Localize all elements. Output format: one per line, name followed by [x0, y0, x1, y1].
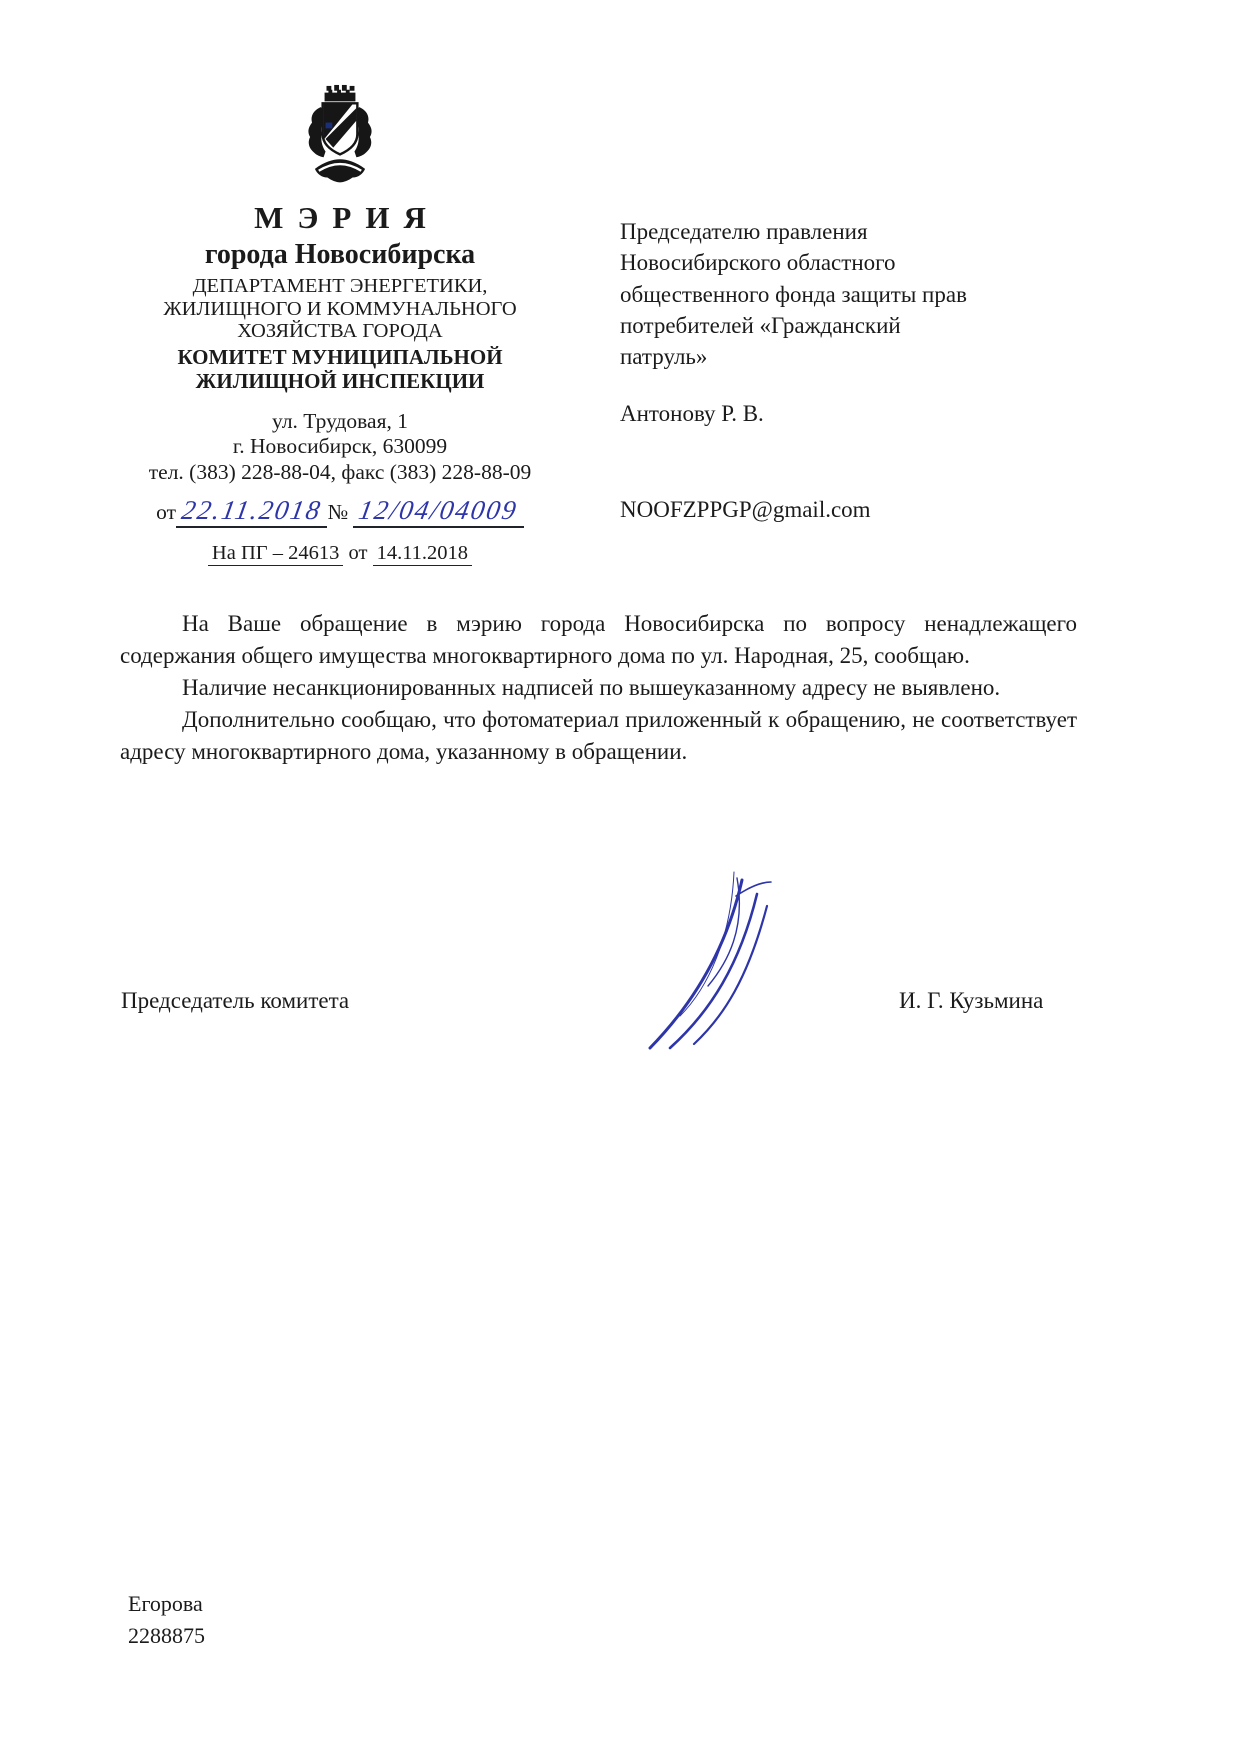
- executor-block: [128, 1588, 205, 1652]
- handwritten-signature: [636, 866, 796, 1051]
- department-line: ХОЗЯЙСТВА ГОРОДА: [237, 320, 443, 343]
- recipient-name: Антонову Р. В.: [620, 401, 764, 427]
- reply-ref: На ПГ – 24613: [208, 542, 343, 566]
- body-paragraph: Наличие несанкционированных надписей по вышеуказанному адресу не выявлено.: [182, 674, 1001, 700]
- address-city: г. Новосибирск, 630099: [232, 434, 448, 459]
- reply-ref-line: [100, 542, 580, 565]
- letterhead: [100, 84, 580, 565]
- recipient-line: Председателю правления: [620, 219, 868, 244]
- body-paragraph: Дополнительно сообщаю, что фотоматериал приложенный к обращению, не соответствует адресу многоквартирного дома, указанному в обращении.: [120, 706, 1077, 764]
- recipient-line: Новосибирского областного: [620, 250, 896, 276]
- department-block: [100, 275, 580, 343]
- executor-name: Егорова: [128, 1591, 203, 1616]
- department-line: ДЕПАРТАМЕНТ ЭНЕРГЕТИКИ,: [192, 275, 488, 297]
- reply-from-label: от: [348, 542, 368, 564]
- address-phone-fax: тел. (383) 228-88-04, факс (383) 228-88-09: [148, 459, 532, 484]
- address-street: ул. Трудовая, 1: [272, 408, 408, 433]
- committee-line: ЖИЛИЩНОЙ ИНСПЕКЦИИ: [195, 368, 485, 393]
- signer-name: И. Г. Кузьмина: [899, 988, 1044, 1013]
- address-block: [100, 409, 580, 485]
- org-city: города Новосибирска: [204, 239, 476, 270]
- department-line: ЖИЛИЩНОГО И КОММУНАЛЬНОГО: [163, 297, 517, 320]
- ref-date-handwritten: 22.11.2018: [179, 495, 325, 525]
- signer-title: Председатель комитета: [121, 988, 350, 1013]
- reply-date: 14.11.2018: [373, 542, 473, 566]
- committee-block: [100, 345, 580, 393]
- org-name: МЭРИЯ: [254, 200, 440, 235]
- recipient-email: NOOFZPPGP@gmail.com: [620, 496, 871, 522]
- letter-body: [120, 608, 1077, 768]
- body-paragraph: На Ваше обращение в мэрию города Новосибирска по вопросу ненадлежащего содержания общего имущества многоквартирного дома по ул. Народная, 25, сообщаю.: [120, 611, 1077, 668]
- committee-line: КОМИТЕТ МУНИЦИПАЛЬНОЙ: [177, 344, 503, 369]
- ref-number-handwritten: 12/04/04009: [356, 495, 521, 525]
- executor-phone: 2288875: [128, 1622, 205, 1648]
- ref-no-label: №: [327, 500, 348, 524]
- recipient-line: общественного фонда защиты прав: [620, 281, 967, 307]
- recipient-line: патруль»: [620, 344, 708, 370]
- outgoing-ref-line: [100, 495, 580, 528]
- recipient-line: потребителей «Гражданский: [620, 312, 901, 338]
- emblem-wrap: [100, 84, 580, 192]
- recipient-block: [620, 216, 1090, 525]
- ref-from-label: от: [156, 500, 176, 524]
- novosibirsk-coat-of-arms-icon: [290, 84, 390, 192]
